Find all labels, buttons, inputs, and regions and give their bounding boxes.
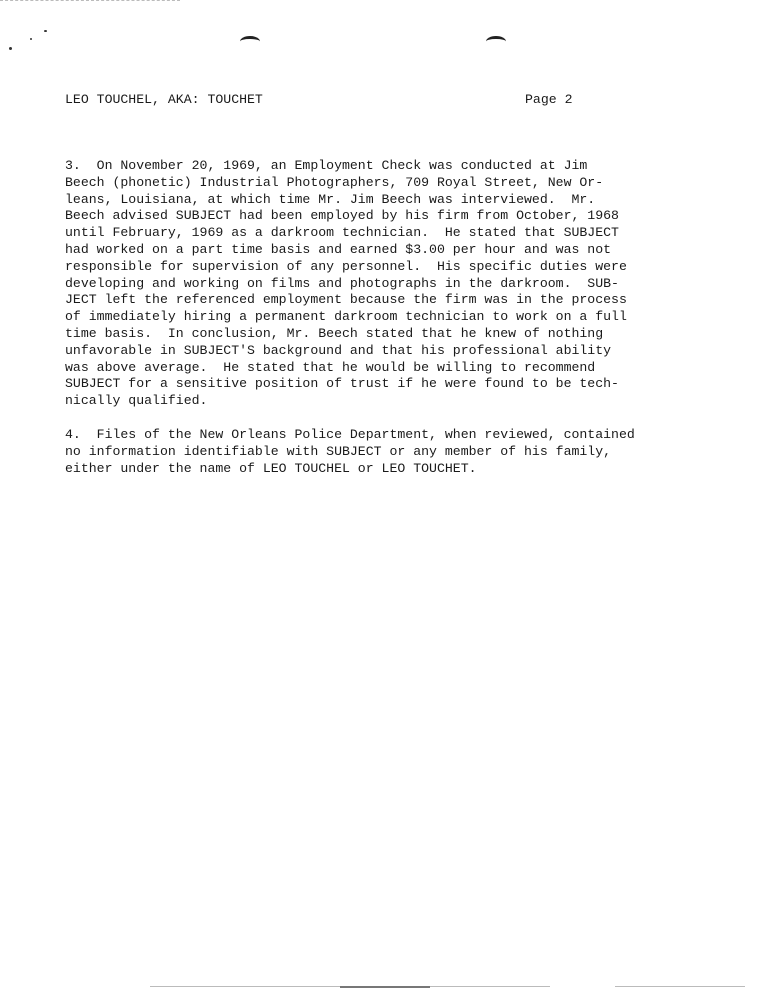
text-line: SUBJECT for a sensitive position of trust if he were found to be tech-	[65, 376, 619, 392]
text-line: JECT left the referenced employment because the firm was in the process	[65, 292, 627, 308]
text-line: had worked on a part time basis and earned $3.00 per hour and was not	[65, 241, 612, 257]
scan-edge-dots	[0, 0, 180, 1]
scan-bottom-artifact	[615, 986, 745, 987]
text-line: nically qualified.	[65, 393, 208, 409]
text-line: was above average. He stated that he would be willing to recommend	[65, 359, 596, 375]
text-line: either under the name of LEO TOUCHEL or LEO TOUCHET.	[65, 460, 477, 476]
text-line: leans, Louisiana, at which time Mr. Jim Beech was interviewed. Mr.	[65, 191, 596, 207]
text-line: of immediately hiring a permanent darkroom technician to work on a full	[65, 309, 627, 325]
scan-bottom-artifact	[340, 986, 430, 988]
text-line: until February, 1969 as a darkroom technician. He stated that SUBJECT	[65, 225, 619, 241]
paragraph-4	[65, 427, 745, 477]
scan-speck	[30, 38, 32, 40]
text-line: no information identifiable with SUBJECT or any member of his family,	[65, 443, 612, 459]
text-line: developing and working on films and photographs in the darkroom. SUB-	[65, 275, 619, 291]
text-line: unfavorable in SUBJECT'S background and that his professional ability	[65, 342, 612, 358]
paragraph-3	[65, 158, 745, 410]
scan-speck	[44, 30, 47, 32]
text-line: responsible for supervision of any personnel. His specific duties were	[65, 258, 627, 274]
text-line: time basis. In conclusion, Mr. Beech stated that he knew of nothing	[65, 325, 604, 341]
text-line: Beech advised SUBJECT had been employed by his firm from October, 1968	[65, 208, 619, 224]
text-line: 3. On November 20, 1969, an Employment Check was conducted at Jim	[65, 158, 588, 173]
text-line: Beech (phonetic) Industrial Photographers, 709 Royal Street, New Or-	[65, 174, 604, 190]
text-line: 4. Files of the New Orleans Police Department, when reviewed, contained	[65, 427, 635, 442]
subject-header: LEO TOUCHEL, AKA: TOUCHET	[65, 92, 263, 107]
page-number: Page 2	[525, 92, 573, 107]
scan-speck	[9, 47, 12, 50]
scan-mark	[240, 36, 260, 47]
scan-mark	[486, 36, 506, 47]
